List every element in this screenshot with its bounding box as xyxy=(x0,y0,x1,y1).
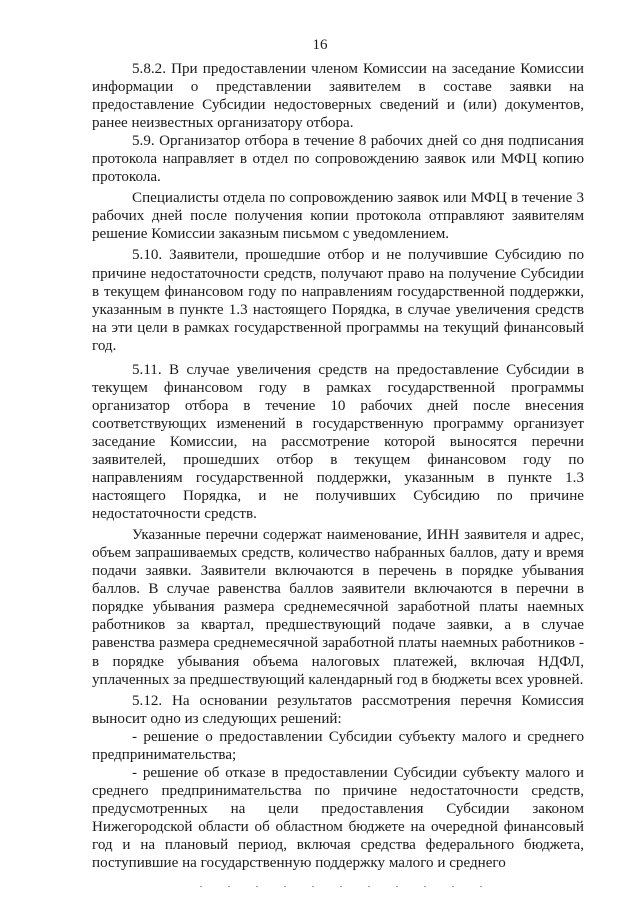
paragraph-5-8-2: 5.8.2. При предоставлении членом Комиссии на заседание Комиссии информации о представлении заявителем в составе заявки на предоставление Субсидии недостоверных сведений и (или) документов, ранее неизвестных организатору отбора. xyxy=(92,61,584,132)
document-body xyxy=(92,60,584,872)
paragraph-5-10: 5.10. Заявители, прошедшие отбор и не получившие Субсидию по причине недостаточности средств, получают право на получение Субсидии в текущем финансовом году по направлениям государственной поддержки, указанным в пункте 1.3 настоящего Порядка, в случае увеличения средств на эти цели в рамках государственной программы на текущий финансовый год. xyxy=(92,247,584,354)
decision-item-grant: - решение о предоставлении Субсидии субъекту малого и среднего предпринимательства; xyxy=(92,728,584,763)
paragraph-5-11: 5.11. В случае увеличения средств на предоставление Субсидии в текущем финансовом году в рамках государственной программы организатор отбора в течение 10 рабочих дней после внесения соответствующих изменений в государственную программу организует заседание Комиссии, на рассмотрение которой выносятся перечни заявителей, прошедших отбор в текущем финансовом году по направлениям государственной поддержки, указанным в пункте 1.3 настоящего Порядка, и не получивших Субсидию по причине недостаточности средств. xyxy=(92,361,584,523)
decision-item-refusal: - решение об отказе в предоставлении Субсидии субъекту малого и среднего предпринимательства по причине недостаточности средств, предусмотренных на цели предоставления Субсидии законом Нижегородской области об областном бюджете на очередной финансовый год и на плановый период, включая средства федерального бюджета, поступившие на государственную поддержку малого и среднего xyxy=(92,764,584,872)
paragraph-lists: Указанные перечни содержат наименование, ИНН заявителя и адрес, объем запрашиваемых средств, количество набранных баллов, дату и время подачи заявки. Заявители включаются в перечень в порядке убывания баллов. В случае равенства баллов заявители включаются в перечни в порядке убывания размера среднемесячной заработной платы наемных работников за квартал, предшествующий подаче заявки, а в случае равенства размера среднемесячной заработной платы наемных работников - в порядке убывания объема налоговых платежей, включая НДФЛ, уплаченных за предшествующий календарный год в бюджеты всех уровней. xyxy=(92,527,584,688)
paragraph-5-12: 5.12. На основании результатов рассмотрения перечня Комиссия выносит одно из следующих решений: xyxy=(92,692,584,727)
paragraph-5-9: 5.9. Организатор отбора в течение 8 рабочих дней со дня подписания протокола направляет в отдел по сопровождению заявок или МФЦ копию протокола. xyxy=(92,133,584,186)
page-number: 16 xyxy=(312,37,328,53)
paragraph-specialists: Специалисты отдела по сопровождению заявок или МФЦ в течение 3 рабочих дней после получения копии протокола отправляют заявителям решение Комиссии заказным письмом с уведомлением. xyxy=(92,190,584,243)
scan-artifact-dots xyxy=(200,886,500,890)
